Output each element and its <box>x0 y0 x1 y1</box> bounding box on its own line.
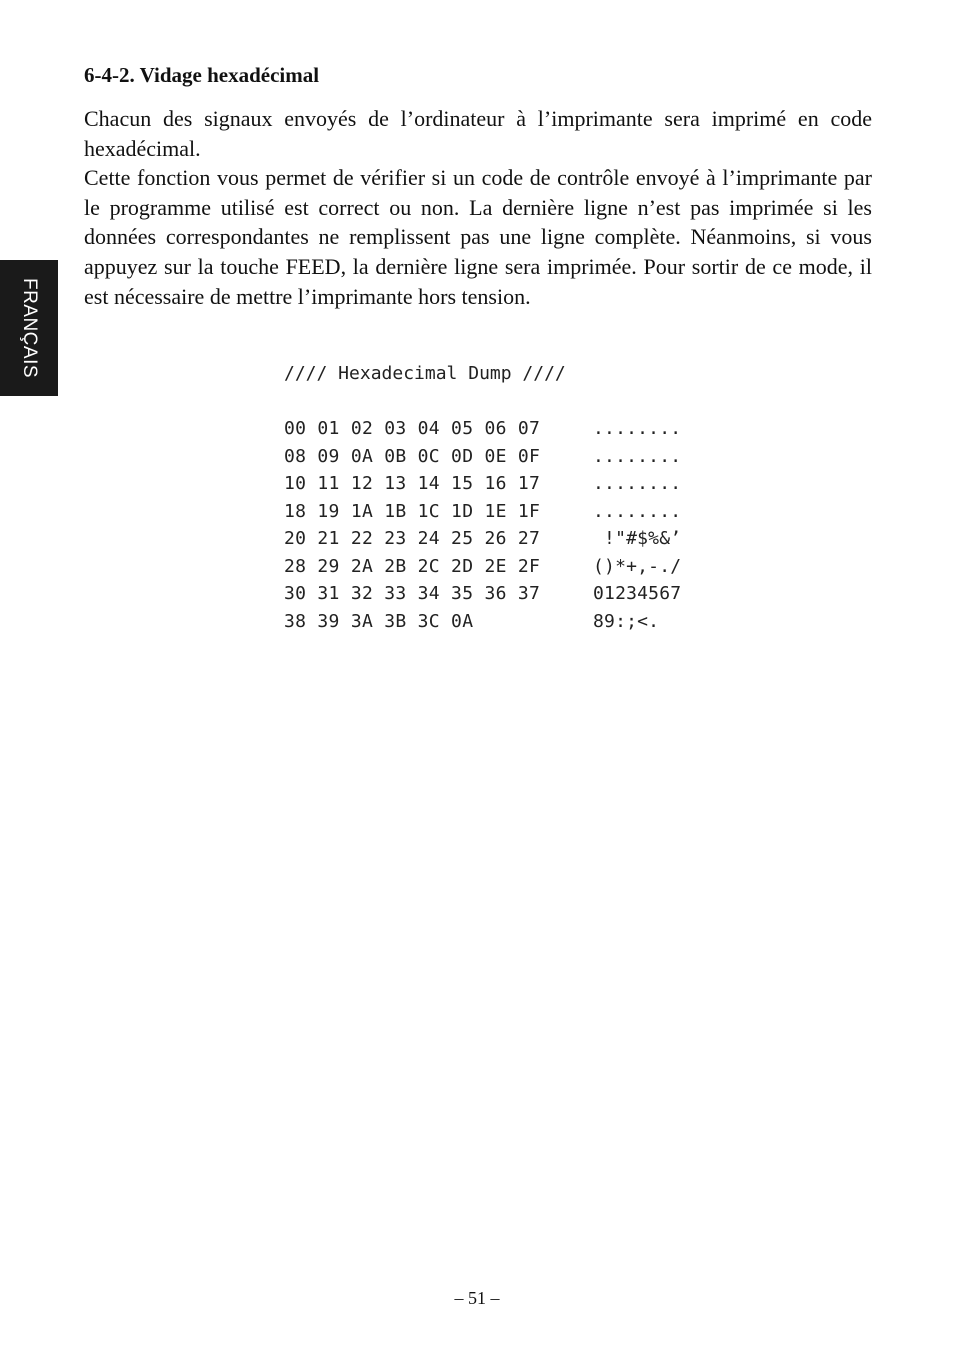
section-content <box>84 60 872 311</box>
dump-ascii-values: ........ <box>593 473 682 494</box>
dump-row <box>284 525 682 553</box>
dump-row <box>284 470 682 498</box>
dump-ascii-values: ........ <box>593 500 682 522</box>
dump-row <box>284 553 682 581</box>
dump-hex-values: 30 31 32 33 34 35 36 37 <box>284 583 541 604</box>
language-tab <box>0 260 58 396</box>
dump-hex-values: 38 39 3A 3B 3C 0A <box>284 610 474 632</box>
dump-row <box>284 608 660 636</box>
dump-ascii-values: ()*+,-./ <box>593 555 682 577</box>
dump-hex-values: 00 01 02 03 04 05 06 07 <box>284 418 541 439</box>
dump-row <box>284 415 682 443</box>
dump-hex-values: 08 09 0A 0B 0C 0D 0E 0F <box>284 445 541 467</box>
intro-paragraph: Chacun des signaux envoyés de l’ordinateur à l’imprimante sera imprimé en code hexadécimal. <box>84 106 872 161</box>
dump-ascii-values: ........ <box>593 445 682 467</box>
dump-row <box>284 443 682 471</box>
dump-ascii-values: !"#$%&’ <box>593 528 682 549</box>
dump-row <box>284 498 682 526</box>
printout-title: //// Hexadecimal Dump //// <box>284 363 566 384</box>
page-number: – 51 – <box>454 1288 500 1308</box>
function-paragraph: Cette fonction vous permet de vérifier si un code de contrôle envoyé à l’imprimante par le programme utilisé est correct ou non. La dernière ligne n’est pas imprimée si les données correspondantes ne remplissent pas une ligne complète. Néanmoins, si vous appuyez sur la touche FEED, la dernière ligne sera imprimée. Pour sortir de ce mode, il est nécessaire de mettre l’imprimante hors tension. <box>84 165 872 309</box>
dump-hex-values: 10 11 12 13 14 15 16 17 <box>284 473 541 494</box>
dump-hex-values: 20 21 22 23 24 25 26 27 <box>284 528 541 549</box>
dump-hex-values: 18 19 1A 1B 1C 1D 1E 1F <box>284 500 541 522</box>
hex-dump-printout <box>284 360 682 635</box>
language-tab-label: FRANÇAIS <box>19 277 40 379</box>
dump-ascii-values: 01234567 <box>593 583 682 604</box>
section-title: 6-4-2. Vidage hexadécimal <box>84 63 320 87</box>
dump-ascii-values: 89:;<. <box>593 610 660 632</box>
dump-row <box>284 580 682 608</box>
dump-hex-values: 28 29 2A 2B 2C 2D 2E 2F <box>284 555 541 577</box>
dump-ascii-values: ........ <box>593 418 682 439</box>
